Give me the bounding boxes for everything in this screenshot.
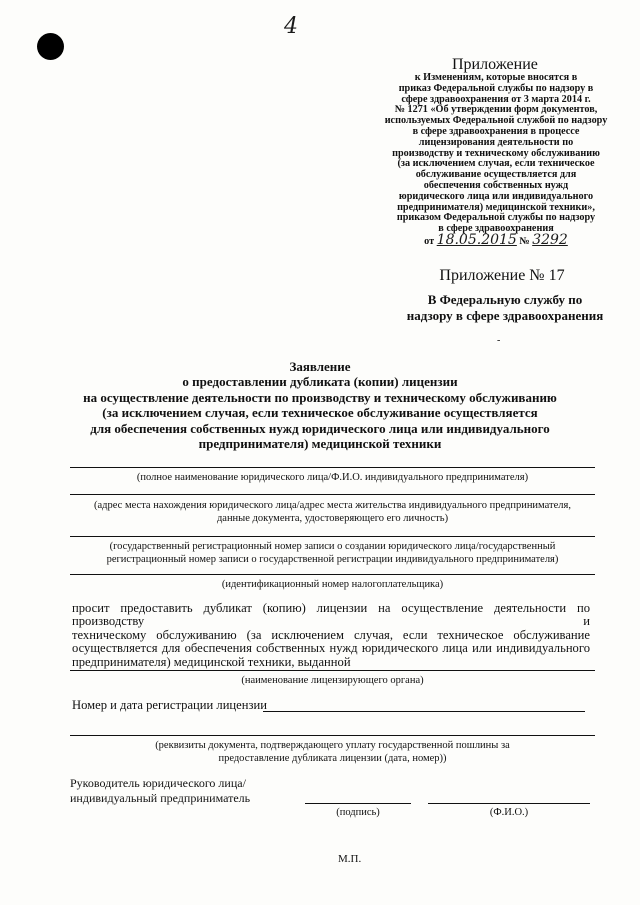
license-registration-line[interactable] xyxy=(263,711,585,712)
appendix-line: лицензирования деятельности по xyxy=(418,136,574,148)
order-number-sign: № xyxy=(519,235,530,247)
full-name-line[interactable] xyxy=(70,467,595,468)
heading-line: предпринимателя) медицинской техники xyxy=(198,436,442,452)
payment-line[interactable] xyxy=(70,735,595,736)
licensing-body-line[interactable] xyxy=(70,670,595,671)
signer-line: индивидуальный предприниматель xyxy=(70,791,251,805)
heading-line: о предоставлении дубликата (копии) лицензии xyxy=(182,374,458,390)
appendix-line: к Изменениям, которые вносятся в xyxy=(414,72,578,83)
addressee-line: В Федеральную службу по xyxy=(427,292,583,307)
appendix-line: предпринимателя) медицинской техники», xyxy=(397,201,595,213)
licensing-body-caption: (наименование лицензирующего органа) xyxy=(241,675,424,686)
appendix-line: приказ Федеральной службы по надзору в xyxy=(398,82,594,94)
address-caption xyxy=(70,500,595,525)
punch-hole-mark xyxy=(37,33,64,60)
payment-caption-line: (реквизиты документа, подтверждающего уплату государственной пошлины за xyxy=(155,740,510,751)
payment-caption-line: предоставление дубликата лицензии (дата, номер)) xyxy=(218,752,447,764)
appendix-line: сфере здравоохранения от 3 марта 2014 г. xyxy=(401,93,591,105)
appendix-line: используемых Федеральной службой по надзору xyxy=(384,115,608,127)
payment-caption xyxy=(70,740,595,765)
order-prefix: от xyxy=(424,235,435,247)
signer-line: Руководитель юридического лица/ xyxy=(70,776,246,790)
signature-caption: (подпись) xyxy=(336,807,380,818)
appendix-17-title: Приложение № 17 xyxy=(439,267,565,284)
full-name-caption: (полное наименование юридического лица/Ф.И.О. индивидуального предпринимателя) xyxy=(136,472,529,483)
page-number: 4 xyxy=(284,14,298,39)
license-registration-label: Номер и дата регистрации лицензии xyxy=(72,698,267,712)
order-date: 18.05.2015 xyxy=(436,231,517,248)
registration-caption-line: (государственный регистрационный номер записи о создании юридического лица/государственный xyxy=(109,541,556,552)
order-number: 3292 xyxy=(532,231,568,248)
signature-line[interactable] xyxy=(305,803,411,804)
request-line: предпринимателя) медицинской техники, выданной xyxy=(72,654,351,669)
registration-caption xyxy=(70,541,595,566)
fio-caption: (Ф.И.О.) xyxy=(489,807,529,818)
appendix-line: производству и техническому обслуживанию xyxy=(392,147,600,159)
inn-caption: (идентификационный номер налогоплательщика) xyxy=(221,579,444,590)
inn-line[interactable] xyxy=(70,574,595,575)
appendix-line: в сфере здравоохранения в процессе xyxy=(412,125,580,137)
signer-label xyxy=(70,776,250,806)
document-heading xyxy=(60,359,580,451)
fio-line[interactable] xyxy=(428,803,590,804)
appendix-text xyxy=(365,73,627,248)
registration-caption-line: регистрационный номер записи о государственной регистрации индивидуального предпринимателя) xyxy=(106,553,559,565)
request-line: осуществляется для обеспечения собственных нужд юридического лица или индивидуального xyxy=(72,641,590,656)
appendix-line: обеспечения собственных нужд xyxy=(423,179,569,191)
appendix-line: обслуживание осуществляется для xyxy=(415,169,577,181)
request-line: просит предоставить дубликат (копию) лицензии на осуществление деятельности по производству и xyxy=(72,601,590,629)
heading-line: (за исключением случая, если техническое обслуживание осуществляется xyxy=(102,405,538,421)
address-caption-line: (адрес места нахождения юридического лица/адрес места жительства индивидуального предпринимателя, xyxy=(94,500,571,511)
order-reference xyxy=(365,231,627,248)
registration-line[interactable] xyxy=(70,536,595,537)
appendix-line: (за исключением случая, если техническое xyxy=(397,158,595,170)
appendix-line: юридического лица или индивидуального xyxy=(398,190,594,202)
address-line[interactable] xyxy=(70,494,595,495)
address-caption-line: данные документа, удостоверяющего его личность) xyxy=(216,512,449,524)
appendix-title: Приложение xyxy=(452,56,538,73)
appendix-line: в сфере здравоохранения xyxy=(438,223,554,235)
heading-line: для обеспечения собственных нужд юридического лица или индивидуального xyxy=(90,420,550,436)
heading-title: Заявление xyxy=(289,359,351,374)
appendix-line: приказом Федеральной службы по надзору xyxy=(396,212,596,224)
addressee-line: надзору в сфере здравоохранения xyxy=(406,308,604,323)
heading-line: на осуществление деятельности по производству и техническому обслуживанию xyxy=(83,389,557,405)
stamp-label: М.П. xyxy=(338,853,362,865)
addressee xyxy=(390,292,620,324)
request-line: техническому обслуживанию (за исключением случая, если техническое обслуживание xyxy=(72,627,590,642)
request-text xyxy=(72,602,590,669)
appendix-line: № 1271 «Об утверждении форм документов, xyxy=(394,104,598,116)
stray-mark: - xyxy=(497,335,501,346)
